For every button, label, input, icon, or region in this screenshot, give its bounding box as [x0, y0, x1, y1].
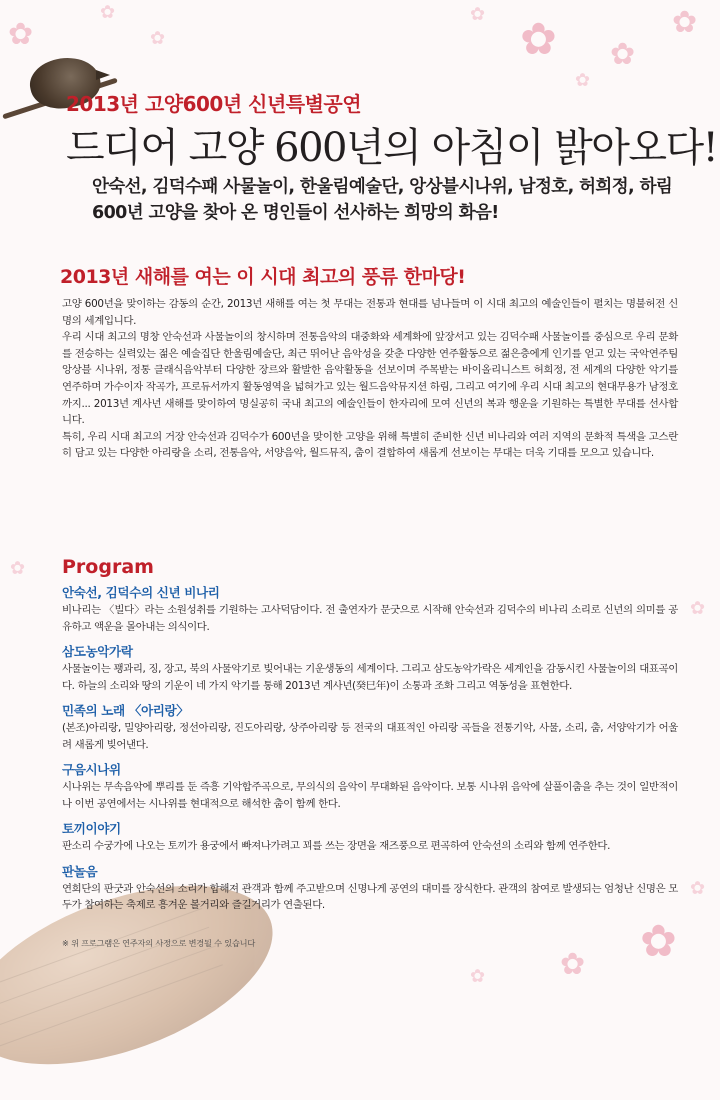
event-subtitle: 2013년 고양600년 신년특별공연	[66, 92, 362, 116]
plum-blossom-icon: ✿	[470, 4, 486, 25]
program-item	[62, 820, 678, 855]
plum-blossom-icon: ✿	[672, 5, 698, 40]
program-item-desc: 시나위는 무속음악에 뿌리를 둔 즉흥 기악합주곡으로, 무의식의 음악이 무대화된 음악이다. 보통 시나위 음악에 살풀이춤을 추는 것이 일반적이나 이번 공연에서는 시나위를 현대적으로 해석한 춤이 함께 한다.	[62, 781, 678, 810]
program-item-desc: 비나리는 〈빌다〉라는 소원성취를 기원하는 고사덕담이다. 전 출연자가 문굿으로 시작해 안숙선과 김덕수의 비나리 소리로 신년의 의미를 공유하고 액운을 몰아내는 의식이다.	[62, 604, 678, 633]
program-item-title: 삼도농악가락	[62, 644, 133, 659]
program-item	[62, 863, 678, 914]
plum-blossom-icon: ✿	[150, 28, 166, 49]
program-item-title: 판놀음	[62, 863, 98, 879]
program-list	[62, 584, 678, 922]
program-item-title: 안숙선, 김덕수의 신년 비나리	[62, 585, 220, 600]
plum-blossom-icon: ✿	[610, 37, 636, 72]
plum-blossom-icon: ✿	[560, 947, 586, 982]
program-heading: Program	[62, 556, 154, 578]
plum-blossom-icon: ✿	[520, 14, 557, 65]
performers-block	[92, 174, 692, 226]
plum-blossom-icon: ✿	[690, 878, 706, 899]
plum-blossom-icon: ✿	[690, 598, 706, 619]
plum-blossom-icon: ✿	[640, 916, 677, 967]
performers-tagline: 600년 고양을 찾아 온 명인들이 선사하는 희망의 화음!	[92, 203, 499, 223]
program-item	[62, 584, 678, 635]
program-item-title: 토끼이야기	[62, 821, 121, 836]
plum-blossom-icon: ✿	[100, 2, 116, 23]
program-item-desc: (본조)아리랑, 밀양아리랑, 정선아리랑, 진도아리랑, 상주아리랑 등 전국의 대표적인 아리랑 곡들을 전통기악, 사물, 소리, 춤, 서양악기가 어울려 새롭게 빚어낸다.	[62, 722, 678, 751]
page-title: 드디어 고양 600년의 아침이 밝아오다!	[66, 125, 718, 171]
program-item-desc: 판소리 수궁가에 나오는 토끼가 용궁에서 빠져나가려고 꾀를 쓰는 장면을 재즈풍으로 편곡하여 안숙선의 소리와 함께 연주한다.	[62, 840, 611, 852]
intro-heading: 2013년 새해를 여는 이 시대 최고의 풍류 한마당!	[60, 266, 466, 288]
footnote: ※ 위 프로그램은 연주자의 사정으로 변경될 수 있습니다	[62, 938, 256, 948]
performers-list: 안숙선, 김덕수패 사물놀이, 한울림예술단, 앙상블시나위, 남정호, 허희정, 하림	[92, 177, 673, 197]
program-item	[62, 643, 678, 694]
program-item-desc: 사물놀이는 꽹과리, 징, 장고, 북의 사물악기로 빚어내는 기운생동의 세계이다. 그리고 삼도농악가락은 세계인을 감동시킨 사물놀이의 대표곡이다. 하늘의 소리와 땅의 기운이 네 가지 악기를 통해 2013년 계사년(癸巳年)이 소통과 조화 그리고 역동성을 표현한다.	[62, 663, 678, 692]
plum-blossom-icon: ✿	[470, 966, 486, 987]
intro-body	[62, 296, 678, 462]
program-item-title: 구음시나위	[62, 762, 121, 777]
program-item	[62, 761, 678, 812]
program-item-title: 민족의 노래 〈아리랑〉	[62, 703, 189, 718]
intro-paragraph: 우리 시대 최고의 명창 안숙선과 사물놀이의 창시하며 전통음악의 대중화와 세계화에 앞장서고 있는 김덕수패 사물놀이를 중심으로 우리 문화를 전승하는 실력있는 젊은 예술집단 한울림예술단, 최근 뛰어난 음악성을 갖춘 다양한 연주활동으로 젊은층에게 인기를 얻고 있는 국악연주팀 앙상블 시나위, 정통 클래식음악부터 다양한 장르와 활발한 음악활동을 선보이며 주목받는 바이올리니스트 허희정, 전 세계의 다양한 악기를 연주하며 가수이자 작곡가, 프로듀서까지 활동영역을 넓혀가고 있는 월드음악뮤지션 하림, 그리고 여기에 우리 시대 최고의 현대무용가 남정호까지... 2013년 계사년 새해를 맞이하여 명실공히 국내 최고의 예술인들이 한자리에 모여 신년의 복과 행운을 기원하는 특별한 무대를 선사합니다.	[62, 331, 678, 427]
program-item-desc: 연희단의 판굿과 안숙선의 소리가 합해져 관객과 함께 주고받으며 신명나게 공연의 대미를 장식한다. 관객의 참여로 발생되는 엄청난 신명은 모두가 참여하는 축제로 흥겨운 볼거리와 즐길거리가 연출된다.	[62, 882, 678, 911]
plum-blossom-icon: ✿	[575, 70, 591, 91]
plum-blossom-icon: ✿	[10, 558, 26, 579]
program-item	[62, 702, 678, 753]
plum-blossom-icon: ✿	[8, 17, 34, 52]
intro-paragraph: 고양 600년을 맞이하는 감동의 순간, 2013년 새해를 여는 첫 무대는 전통과 현대를 넘나들며 이 시대 최고의 예술인들이 펼치는 명불허전 신명의 세계입니다.	[62, 298, 678, 327]
bird-beak	[96, 70, 110, 80]
intro-paragraph: 특히, 우리 시대 최고의 거장 안숙선과 김덕수가 600년을 맞이한 고양을 위해 특별히 준비한 신년 비나리와 여러 지역의 문화적 특색을 고스란히 담고 있는 다양한 아리랑을 소리, 전통음악, 서양음악, 월드뮤직, 춤이 결합하여 새롭게 선보이는 무대는 더욱 기대를 모으고 있습니다.	[62, 430, 678, 460]
